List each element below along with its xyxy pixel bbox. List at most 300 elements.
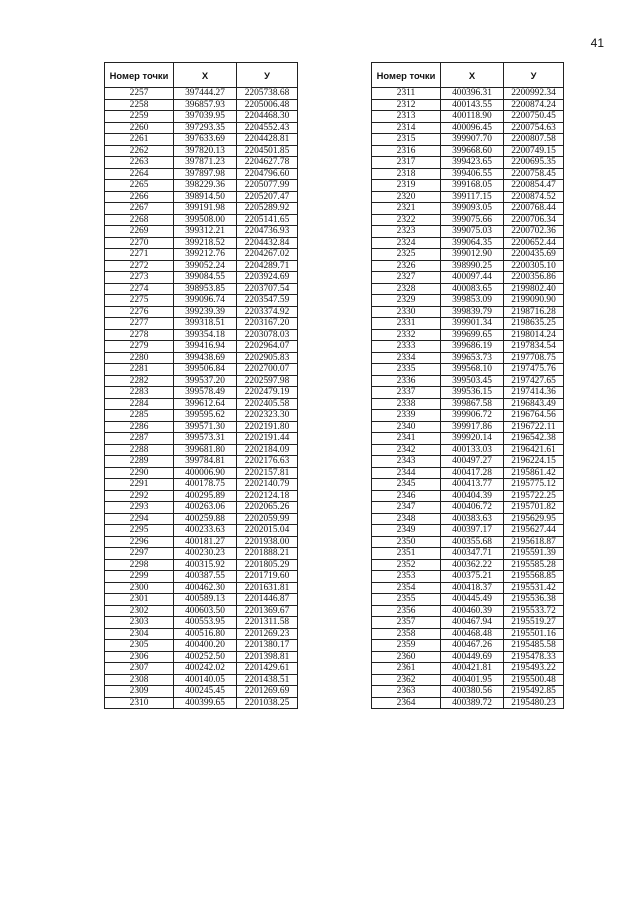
point-number-cell: 2347 <box>372 502 441 514</box>
x-cell: 399686.19 <box>441 341 504 353</box>
x-cell: 400242.02 <box>174 663 237 675</box>
point-number-cell: 2268 <box>105 214 174 226</box>
x-cell: 400118.90 <box>441 111 504 123</box>
point-number-cell: 2257 <box>105 88 174 100</box>
y-cell: 2195485.58 <box>504 640 564 652</box>
point-number-cell: 2330 <box>372 306 441 318</box>
x-cell: 399867.58 <box>441 398 504 410</box>
table-row <box>372 410 564 422</box>
point-number-cell: 2270 <box>105 237 174 249</box>
y-cell: 2195585.28 <box>504 559 564 571</box>
x-cell: 400355.68 <box>441 536 504 548</box>
y-cell: 2200992.34 <box>504 88 564 100</box>
x-cell: 400445.49 <box>441 594 504 606</box>
point-number-cell: 2360 <box>372 651 441 663</box>
x-cell: 399901.34 <box>441 318 504 330</box>
point-number-cell: 2350 <box>372 536 441 548</box>
point-number-cell: 2307 <box>105 663 174 675</box>
table-row <box>372 490 564 502</box>
y-cell: 2201269.69 <box>237 686 298 698</box>
y-cell: 2201631.81 <box>237 582 298 594</box>
x-cell: 399568.10 <box>441 364 504 376</box>
y-cell: 2202124.18 <box>237 490 298 502</box>
y-cell: 2195478.33 <box>504 651 564 663</box>
point-number-cell: 2314 <box>372 122 441 134</box>
table-row <box>372 214 564 226</box>
x-cell: 400097.44 <box>441 272 504 284</box>
y-cell: 2202191.80 <box>237 421 298 433</box>
x-cell: 398953.85 <box>174 283 237 295</box>
point-number-cell: 2349 <box>372 525 441 537</box>
y-cell: 2195536.38 <box>504 594 564 606</box>
point-number-cell: 2364 <box>372 697 441 709</box>
table-row <box>372 191 564 203</box>
y-cell: 2197414.36 <box>504 387 564 399</box>
table-row <box>372 548 564 560</box>
table-row <box>105 168 298 180</box>
y-cell: 2195480.23 <box>504 697 564 709</box>
table-row <box>372 364 564 376</box>
x-cell: 397633.69 <box>174 134 237 146</box>
x-cell: 400375.21 <box>441 571 504 583</box>
point-number-cell: 2276 <box>105 306 174 318</box>
y-cell: 2203078.03 <box>237 329 298 341</box>
y-cell: 2195519.27 <box>504 617 564 629</box>
y-cell: 2202059.99 <box>237 513 298 525</box>
x-cell: 400516.80 <box>174 628 237 640</box>
point-number-cell: 2353 <box>372 571 441 583</box>
table-row <box>372 260 564 272</box>
table-row <box>105 111 298 123</box>
point-number-cell: 2269 <box>105 226 174 238</box>
point-number-cell: 2271 <box>105 249 174 261</box>
table-row <box>105 99 298 111</box>
point-number-cell: 2337 <box>372 387 441 399</box>
table-row <box>372 99 564 111</box>
y-cell: 2198635.25 <box>504 318 564 330</box>
table-row <box>105 398 298 410</box>
point-number-cell: 2331 <box>372 318 441 330</box>
table-row <box>372 318 564 330</box>
y-cell: 2205006.48 <box>237 99 298 111</box>
point-number-cell: 2285 <box>105 410 174 422</box>
point-number-cell: 2292 <box>105 490 174 502</box>
table-row <box>372 134 564 146</box>
x-cell: 399508.00 <box>174 214 237 226</box>
x-cell: 399406.55 <box>441 168 504 180</box>
point-number-cell: 2281 <box>105 364 174 376</box>
y-cell: 2204796.60 <box>237 168 298 180</box>
header-x: X <box>174 63 237 88</box>
x-cell: 400295.89 <box>174 490 237 502</box>
table-row <box>372 421 564 433</box>
point-number-cell: 2263 <box>105 157 174 169</box>
x-cell: 399571.30 <box>174 421 237 433</box>
y-cell: 2195591.39 <box>504 548 564 560</box>
point-number-cell: 2334 <box>372 352 441 364</box>
y-cell: 2203924.69 <box>237 272 298 284</box>
table-row <box>105 283 298 295</box>
point-number-cell: 2282 <box>105 375 174 387</box>
point-number-cell: 2258 <box>105 99 174 111</box>
y-cell: 2196764.56 <box>504 410 564 422</box>
table-row <box>105 191 298 203</box>
y-cell: 2195492.85 <box>504 686 564 698</box>
point-number-cell: 2354 <box>372 582 441 594</box>
y-cell: 2200435.69 <box>504 249 564 261</box>
x-cell: 399064.35 <box>441 237 504 249</box>
y-cell: 2204552.43 <box>237 122 298 134</box>
point-number-cell: 2344 <box>372 467 441 479</box>
x-cell: 399212.76 <box>174 249 237 261</box>
y-cell: 2204627.78 <box>237 157 298 169</box>
table-row <box>105 628 298 640</box>
table-row <box>105 663 298 675</box>
y-cell: 2200874.24 <box>504 99 564 111</box>
y-cell: 2200750.45 <box>504 111 564 123</box>
y-cell: 2201380.17 <box>237 640 298 652</box>
x-cell: 399503.45 <box>441 375 504 387</box>
point-number-cell: 2320 <box>372 191 441 203</box>
y-cell: 2199802.40 <box>504 283 564 295</box>
table-row <box>105 686 298 698</box>
table-row <box>372 352 564 364</box>
y-cell: 2201369.67 <box>237 605 298 617</box>
y-cell: 2197427.65 <box>504 375 564 387</box>
x-cell: 400181.27 <box>174 536 237 548</box>
x-cell: 399084.55 <box>174 272 237 284</box>
table-row <box>105 582 298 594</box>
y-cell: 2198014.24 <box>504 329 564 341</box>
x-cell: 399920.14 <box>441 433 504 445</box>
x-cell: 399075.66 <box>441 214 504 226</box>
x-cell: 399075.03 <box>441 226 504 238</box>
point-number-cell: 2286 <box>105 421 174 433</box>
x-cell: 399907.70 <box>441 134 504 146</box>
x-cell: 399917.86 <box>441 421 504 433</box>
x-cell: 399423.65 <box>441 157 504 169</box>
x-cell: 400315.92 <box>174 559 237 571</box>
x-cell: 400413.77 <box>441 479 504 491</box>
point-number-cell: 2283 <box>105 387 174 399</box>
table-row <box>372 640 564 652</box>
point-number-cell: 2259 <box>105 111 174 123</box>
y-cell: 2201446.87 <box>237 594 298 606</box>
table-row <box>105 444 298 456</box>
table-row <box>105 502 298 514</box>
point-number-cell: 2359 <box>372 640 441 652</box>
point-number-cell: 2336 <box>372 375 441 387</box>
table-header-row <box>105 63 298 88</box>
table-row <box>105 571 298 583</box>
y-cell: 2196421.61 <box>504 444 564 456</box>
x-cell: 400460.39 <box>441 605 504 617</box>
table-row <box>372 387 564 399</box>
table-row <box>105 536 298 548</box>
y-cell: 2200706.34 <box>504 214 564 226</box>
table-row <box>105 421 298 433</box>
x-cell: 397871.23 <box>174 157 237 169</box>
y-cell: 2201938.00 <box>237 536 298 548</box>
point-number-cell: 2273 <box>105 272 174 284</box>
y-cell: 2202700.07 <box>237 364 298 376</box>
y-cell: 2195500.48 <box>504 674 564 686</box>
table-row <box>105 364 298 376</box>
y-cell: 2197834.54 <box>504 341 564 353</box>
table-row <box>105 640 298 652</box>
point-number-cell: 2363 <box>372 686 441 698</box>
y-cell: 2197475.76 <box>504 364 564 376</box>
table-row <box>372 283 564 295</box>
x-cell: 400133.03 <box>441 444 504 456</box>
table-row <box>105 260 298 272</box>
y-cell: 2204428.81 <box>237 134 298 146</box>
point-number-cell: 2302 <box>105 605 174 617</box>
point-number-cell: 2272 <box>105 260 174 272</box>
point-number-cell: 2326 <box>372 260 441 272</box>
point-number-cell: 2355 <box>372 594 441 606</box>
point-number-cell: 2279 <box>105 341 174 353</box>
table-row <box>105 617 298 629</box>
y-cell: 2195533.72 <box>504 605 564 617</box>
table-row <box>372 617 564 629</box>
x-cell: 400467.26 <box>441 640 504 652</box>
table-row <box>372 180 564 192</box>
point-number-cell: 2308 <box>105 674 174 686</box>
x-cell: 400603.50 <box>174 605 237 617</box>
y-cell: 2202065.26 <box>237 502 298 514</box>
table-row <box>105 214 298 226</box>
x-cell: 400083.65 <box>441 283 504 295</box>
x-cell: 400397.17 <box>441 525 504 537</box>
table-row <box>372 594 564 606</box>
point-number-cell: 2332 <box>372 329 441 341</box>
table-row <box>105 145 298 157</box>
point-number-cell: 2362 <box>372 674 441 686</box>
table-row <box>372 145 564 157</box>
x-cell: 398229.36 <box>174 180 237 192</box>
point-number-cell: 2299 <box>105 571 174 583</box>
point-number-cell: 2298 <box>105 559 174 571</box>
y-cell: 2203374.92 <box>237 306 298 318</box>
y-cell: 2203547.59 <box>237 295 298 307</box>
table-row <box>105 226 298 238</box>
table-row <box>105 134 298 146</box>
x-cell: 399668.60 <box>441 145 504 157</box>
x-cell: 400389.72 <box>441 697 504 709</box>
table-row <box>105 513 298 525</box>
x-cell: 399438.69 <box>174 352 237 364</box>
point-number-cell: 2304 <box>105 628 174 640</box>
header-point-number: Номер точки <box>372 63 441 88</box>
table-row <box>105 306 298 318</box>
table-row <box>372 122 564 134</box>
point-number-cell: 2340 <box>372 421 441 433</box>
point-number-cell: 2300 <box>105 582 174 594</box>
table-row <box>372 168 564 180</box>
y-cell: 2204468.30 <box>237 111 298 123</box>
y-cell: 2204432.84 <box>237 237 298 249</box>
table-row <box>372 272 564 284</box>
x-cell: 400497.27 <box>441 456 504 468</box>
y-cell: 2205738.68 <box>237 88 298 100</box>
table-row <box>105 375 298 387</box>
table-row <box>372 295 564 307</box>
point-number-cell: 2329 <box>372 295 441 307</box>
y-cell: 2195568.85 <box>504 571 564 583</box>
table-row <box>372 341 564 353</box>
x-cell: 399595.62 <box>174 410 237 422</box>
y-cell: 2202597.98 <box>237 375 298 387</box>
x-cell: 400362.22 <box>441 559 504 571</box>
x-cell: 399699.65 <box>441 329 504 341</box>
table-row <box>372 536 564 548</box>
table-row <box>105 122 298 134</box>
table-row <box>105 697 298 709</box>
x-cell: 400383.63 <box>441 513 504 525</box>
table-row <box>372 686 564 698</box>
x-cell: 400387.55 <box>174 571 237 583</box>
point-number-cell: 2305 <box>105 640 174 652</box>
header-y: У <box>237 63 298 88</box>
y-cell: 2195531.42 <box>504 582 564 594</box>
x-cell: 400401.95 <box>441 674 504 686</box>
point-number-cell: 2315 <box>372 134 441 146</box>
table-row <box>372 697 564 709</box>
x-cell: 397444.27 <box>174 88 237 100</box>
table-row <box>372 88 564 100</box>
point-number-cell: 2310 <box>105 697 174 709</box>
point-number-cell: 2317 <box>372 157 441 169</box>
table-row <box>105 329 298 341</box>
point-number-cell: 2345 <box>372 479 441 491</box>
x-cell: 399117.15 <box>441 191 504 203</box>
table-row <box>105 180 298 192</box>
y-cell: 2195618.87 <box>504 536 564 548</box>
table-row <box>105 410 298 422</box>
header-y: У <box>504 63 564 88</box>
table-row <box>105 352 298 364</box>
header-point-number: Номер точки <box>105 63 174 88</box>
coordinates-table-left <box>104 62 298 709</box>
point-number-cell: 2262 <box>105 145 174 157</box>
y-cell: 2202184.09 <box>237 444 298 456</box>
x-cell: 400418.37 <box>441 582 504 594</box>
x-cell: 400259.88 <box>174 513 237 525</box>
y-cell: 2196542.38 <box>504 433 564 445</box>
table-row <box>372 513 564 525</box>
y-cell: 2202964.07 <box>237 341 298 353</box>
x-cell: 400347.71 <box>441 548 504 560</box>
table-row <box>372 398 564 410</box>
point-number-cell: 2323 <box>372 226 441 238</box>
y-cell: 2199090.90 <box>504 295 564 307</box>
y-cell: 2204736.93 <box>237 226 298 238</box>
point-number-cell: 2335 <box>372 364 441 376</box>
x-cell: 399578.49 <box>174 387 237 399</box>
x-cell: 397820.13 <box>174 145 237 157</box>
point-number-cell: 2265 <box>105 180 174 192</box>
y-cell: 2196224.15 <box>504 456 564 468</box>
point-number-cell: 2297 <box>105 548 174 560</box>
y-cell: 2205141.65 <box>237 214 298 226</box>
y-cell: 2200749.15 <box>504 145 564 157</box>
x-cell: 399573.31 <box>174 433 237 445</box>
point-number-cell: 2324 <box>372 237 441 249</box>
x-cell: 400396.31 <box>441 88 504 100</box>
x-cell: 399506.84 <box>174 364 237 376</box>
y-cell: 2201311.58 <box>237 617 298 629</box>
point-number-cell: 2278 <box>105 329 174 341</box>
table-row <box>105 525 298 537</box>
x-cell: 400140.05 <box>174 674 237 686</box>
x-cell: 400406.72 <box>441 502 504 514</box>
y-cell: 2201269.23 <box>237 628 298 640</box>
table-row <box>105 674 298 686</box>
table-row <box>105 594 298 606</box>
x-cell: 397293.35 <box>174 122 237 134</box>
table-row <box>372 605 564 617</box>
x-cell: 399191.98 <box>174 203 237 215</box>
point-number-cell: 2328 <box>372 283 441 295</box>
x-cell: 399536.15 <box>441 387 504 399</box>
table-row <box>105 387 298 399</box>
x-cell: 399354.18 <box>174 329 237 341</box>
table-row <box>105 88 298 100</box>
table-row <box>105 341 298 353</box>
table-row <box>372 329 564 341</box>
x-cell: 399681.80 <box>174 444 237 456</box>
point-number-cell: 2275 <box>105 295 174 307</box>
y-cell: 2202157.81 <box>237 467 298 479</box>
point-number-cell: 2348 <box>372 513 441 525</box>
y-cell: 2195861.42 <box>504 467 564 479</box>
point-number-cell: 2290 <box>105 467 174 479</box>
table-row <box>105 295 298 307</box>
point-number-cell: 2361 <box>372 663 441 675</box>
table-row <box>372 663 564 675</box>
table-row <box>105 272 298 284</box>
x-cell: 400143.55 <box>441 99 504 111</box>
table-row <box>105 249 298 261</box>
point-number-cell: 2260 <box>105 122 174 134</box>
point-number-cell: 2289 <box>105 456 174 468</box>
x-cell: 400178.75 <box>174 479 237 491</box>
table-row <box>105 548 298 560</box>
table-row <box>372 433 564 445</box>
x-cell: 397897.98 <box>174 168 237 180</box>
point-number-cell: 2294 <box>105 513 174 525</box>
table-row <box>372 628 564 640</box>
coordinates-table-right <box>371 62 564 709</box>
table-row <box>105 318 298 330</box>
y-cell: 2200695.35 <box>504 157 564 169</box>
table-row <box>372 571 564 583</box>
x-cell: 400467.94 <box>441 617 504 629</box>
y-cell: 2205207.47 <box>237 191 298 203</box>
point-number-cell: 2351 <box>372 548 441 560</box>
x-cell: 399093.05 <box>441 203 504 215</box>
x-cell: 399784.81 <box>174 456 237 468</box>
table-row <box>105 467 298 479</box>
x-cell: 400400.20 <box>174 640 237 652</box>
y-cell: 2202479.19 <box>237 387 298 399</box>
y-cell: 2196843.49 <box>504 398 564 410</box>
y-cell: 2202905.83 <box>237 352 298 364</box>
y-cell: 2195775.12 <box>504 479 564 491</box>
table-row <box>105 203 298 215</box>
point-number-cell: 2357 <box>372 617 441 629</box>
